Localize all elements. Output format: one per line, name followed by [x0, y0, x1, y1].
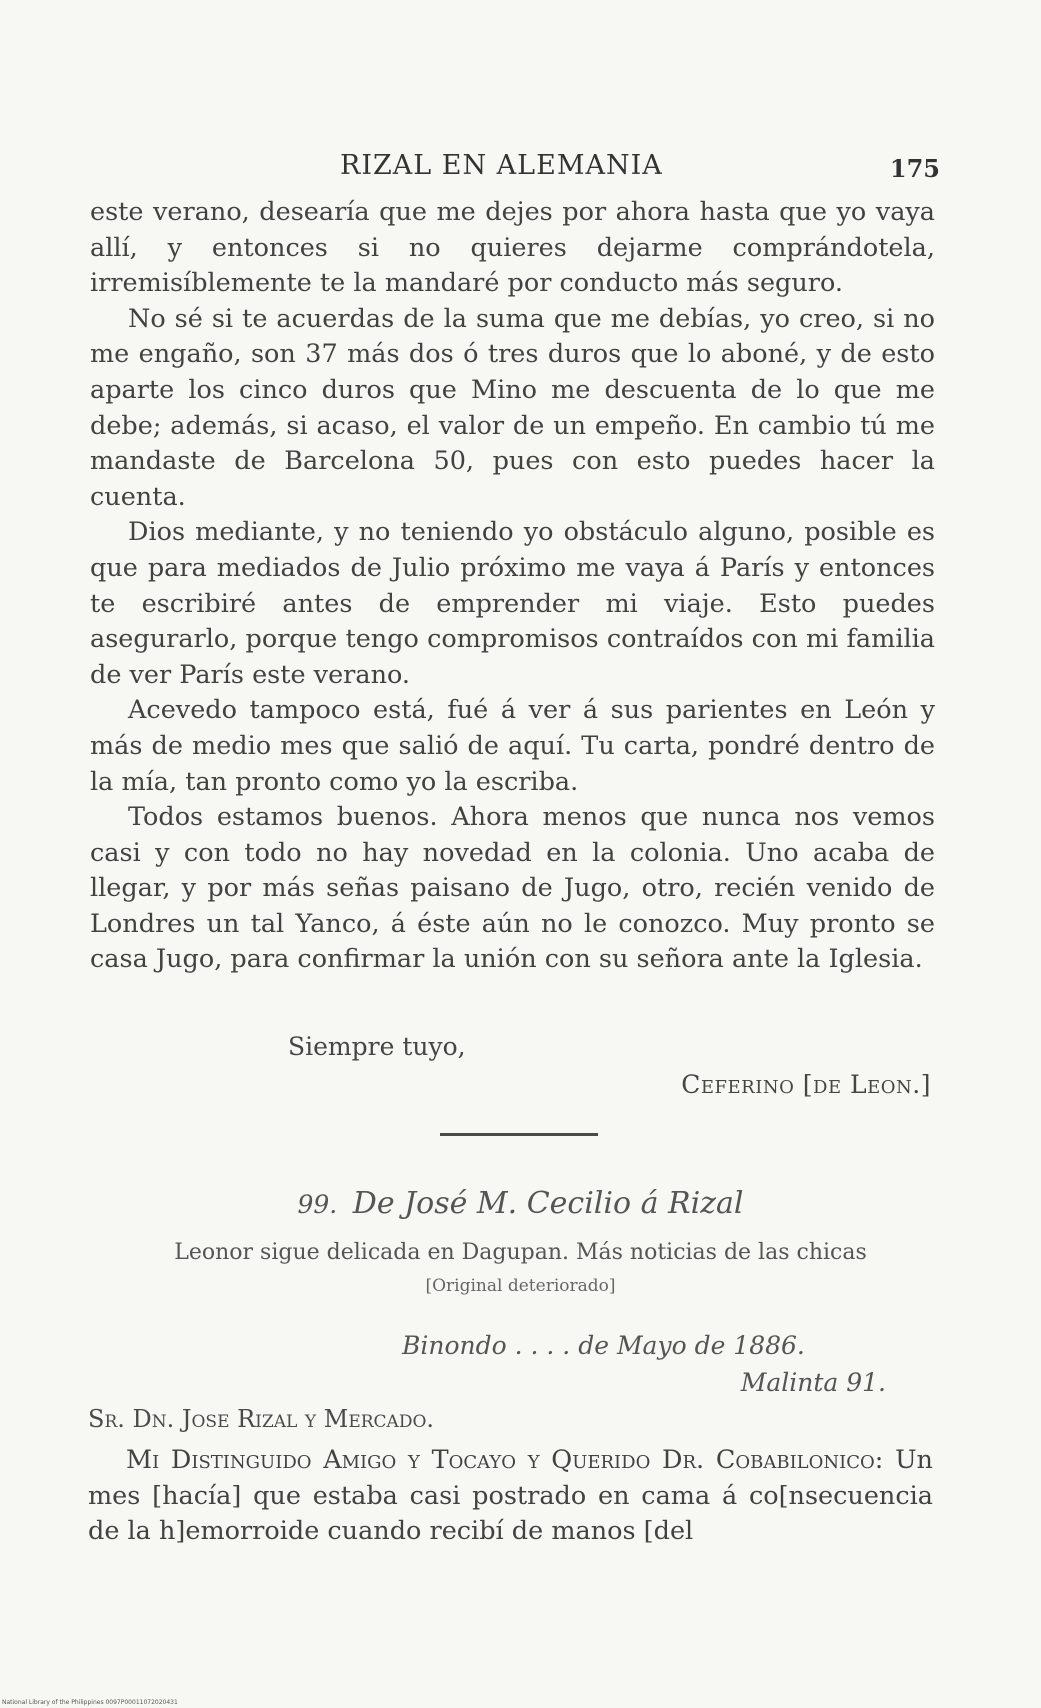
- letter-note: [Original deteriorado]: [425, 1276, 616, 1296]
- letter-location: Malinta 91.: [740, 1368, 886, 1397]
- letter-salutation: Sr. Dn. Jose Rizal y Mercado.: [88, 1405, 435, 1433]
- paragraph: Acevedo tampoco está, fué á ver á sus parientes en León y más de medio mes que salió de aquí. Tu carta, pondré dentro de la mía, tan pronto como yo la escriba.: [90, 695, 935, 797]
- letter-body-text: Un mes [hacía] que estaba casi postrado en cama á co[nsecuencia de la h]emorroide cuando recibí de manos [del: [88, 1445, 933, 1547]
- letter-continuation-text: [90, 195, 935, 978]
- section-divider: [440, 1133, 598, 1136]
- letter-opening: Mi Distinguido Amigo y Tocayo y Querido Dr. Cobabilonico:: [126, 1445, 884, 1475]
- paragraph: [88, 1443, 933, 1550]
- paragraph: este verano, desearía que me dejes por ahora hasta que yo vaya allí, y entonces si no quieres dejarme comprándotela, irremisíblemente te la mandaré por conducto más seguro.: [90, 197, 935, 299]
- closing-line: Siempre tuyo,: [288, 1032, 466, 1061]
- letter-number: 99.: [297, 1190, 338, 1219]
- signature: Ceferino [de Leon.]: [681, 1070, 931, 1099]
- letter-title: De José M. Cecilio á Rizal: [352, 1186, 744, 1221]
- page-header: [90, 150, 940, 190]
- paragraph: No sé si te acuerdas de la suma que me debías, yo creo, si no me engaño, son 37 más dos ó tres duros que lo aboné, y de esto aparte los cinco duros que Mino me descuenta de lo que me debe; además, si acaso, el valor de un empeño. En cambio tú me mandaste de Barcelona 50, pues con esto puedes hacer la cuenta.: [90, 303, 935, 512]
- letter-heading: [0, 1186, 1041, 1221]
- letter-body: [88, 1443, 933, 1550]
- footer-credit: National Library of the Philippines 0097P00011072020431: [2, 1699, 178, 1706]
- letter-summary: Leonor sigue delicada en Dagupan. Más noticias de las chicas: [174, 1240, 867, 1265]
- paragraph: Dios mediante, y no teniendo yo obstáculo alguno, posible es que para mediados de Julio próximo me vaya á París y entonces te escribiré antes de emprender mi viaje. Esto puedes asegurarlo, porque tengo compromisos contraídos con mi familia de ver París este verano.: [90, 517, 935, 690]
- running-title: RIZAL EN ALEMANIA: [340, 150, 663, 181]
- letter-dateline: Binondo . . . . de Mayo de 1886.: [402, 1331, 805, 1360]
- paragraph: Todos estamos buenos. Ahora menos que nunca nos vemos casi y con todo no hay novedad en la colonia. Uno acaba de llegar, y por más señas paisano de Jugo, otro, recién venido de Londres un tal Yanco, á éste aún no le conozco. Muy pronto se casa Jugo, para confirmar la unión con su señora ante la Iglesia.: [90, 802, 935, 975]
- page-number: 175: [889, 154, 940, 183]
